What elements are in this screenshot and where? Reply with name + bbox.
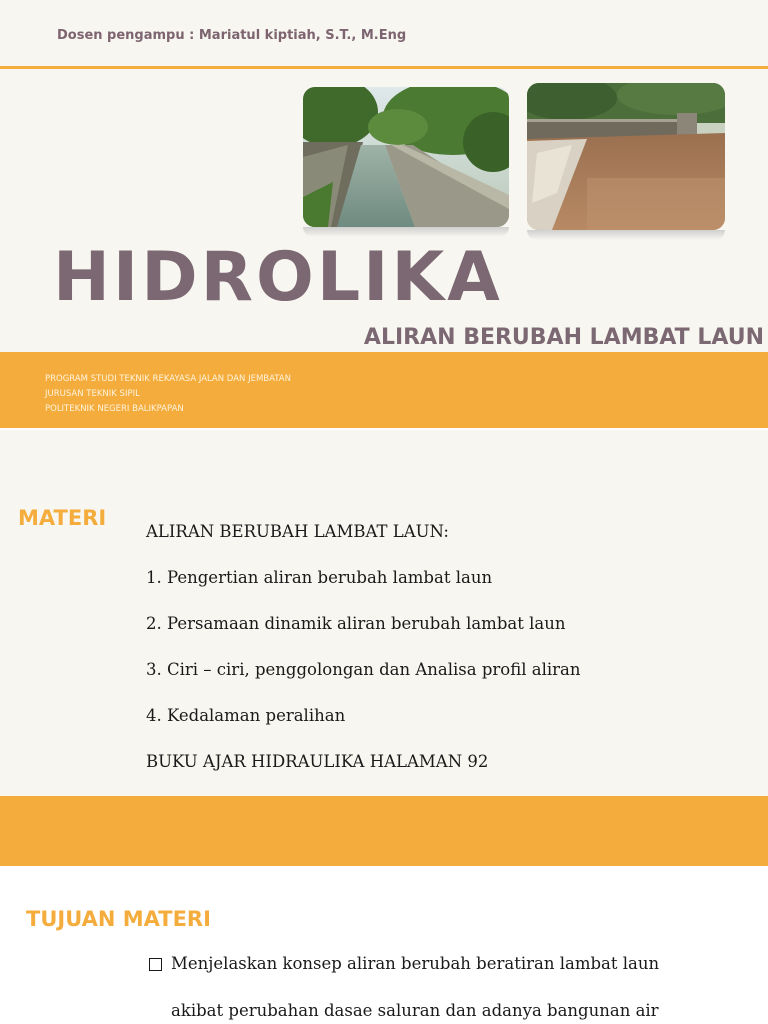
canal-photo-image: [303, 87, 509, 227]
tujuan-line: Menjelaskan konsep aliran berubah beratiran lambat laun: [171, 954, 660, 973]
header-divider: [0, 66, 768, 69]
tujuan-slide: [0, 866, 768, 1024]
materi-intro: ALIRAN BERUBAH LAMBAT LAUN:: [146, 522, 449, 541]
department-name: JURUSAN TEKNIK SIPIL: [45, 389, 140, 399]
program-name: PROGRAM STUDI TEKNIK REKAYASA JALAN DAN JEMBATAN: [45, 374, 291, 384]
materi-footer-band: [0, 796, 768, 866]
weir-photo-image: [527, 83, 725, 230]
weir-photo: [527, 83, 725, 230]
page-subtitle: ALIRAN BERUBAH LAMBAT LAUN: [363, 325, 764, 350]
institution-name: POLITEKNIK NEGERI BALIKPAPAN: [45, 404, 184, 414]
weir-photo-reflection: [527, 230, 725, 240]
materi-heading: MATERI: [18, 506, 107, 530]
materi-reference: BUKU AJAR HIDRAULIKA HALAMAN 92: [146, 752, 489, 771]
materi-item: 4. Kedalaman peralihan: [146, 706, 346, 725]
canal-photo-reflection: [303, 227, 509, 237]
canal-photo: [303, 87, 509, 227]
materi-item: 3. Ciri – ciri, penggolongan dan Analisa profil aliran: [146, 660, 581, 679]
cover-slide: [0, 0, 768, 428]
tujuan-line: akibat perubahan dasae saluran dan adanya bangunan air: [171, 1001, 659, 1020]
lecturer-name: Dosen pengampu : Mariatul kiptiah, S.T., M.Eng: [57, 28, 407, 43]
materi-slide: [0, 430, 768, 796]
checkbox-bullet-icon: [149, 958, 162, 971]
materi-item: 2. Persamaan dinamik aliran berubah lambat laun: [146, 614, 566, 633]
page-title: HIDROLIKA: [53, 238, 503, 317]
materi-item: 1. Pengertian aliran berubah lambat laun: [146, 568, 493, 587]
tujuan-heading: TUJUAN MATERI: [26, 907, 211, 931]
institution-band: [0, 352, 768, 428]
